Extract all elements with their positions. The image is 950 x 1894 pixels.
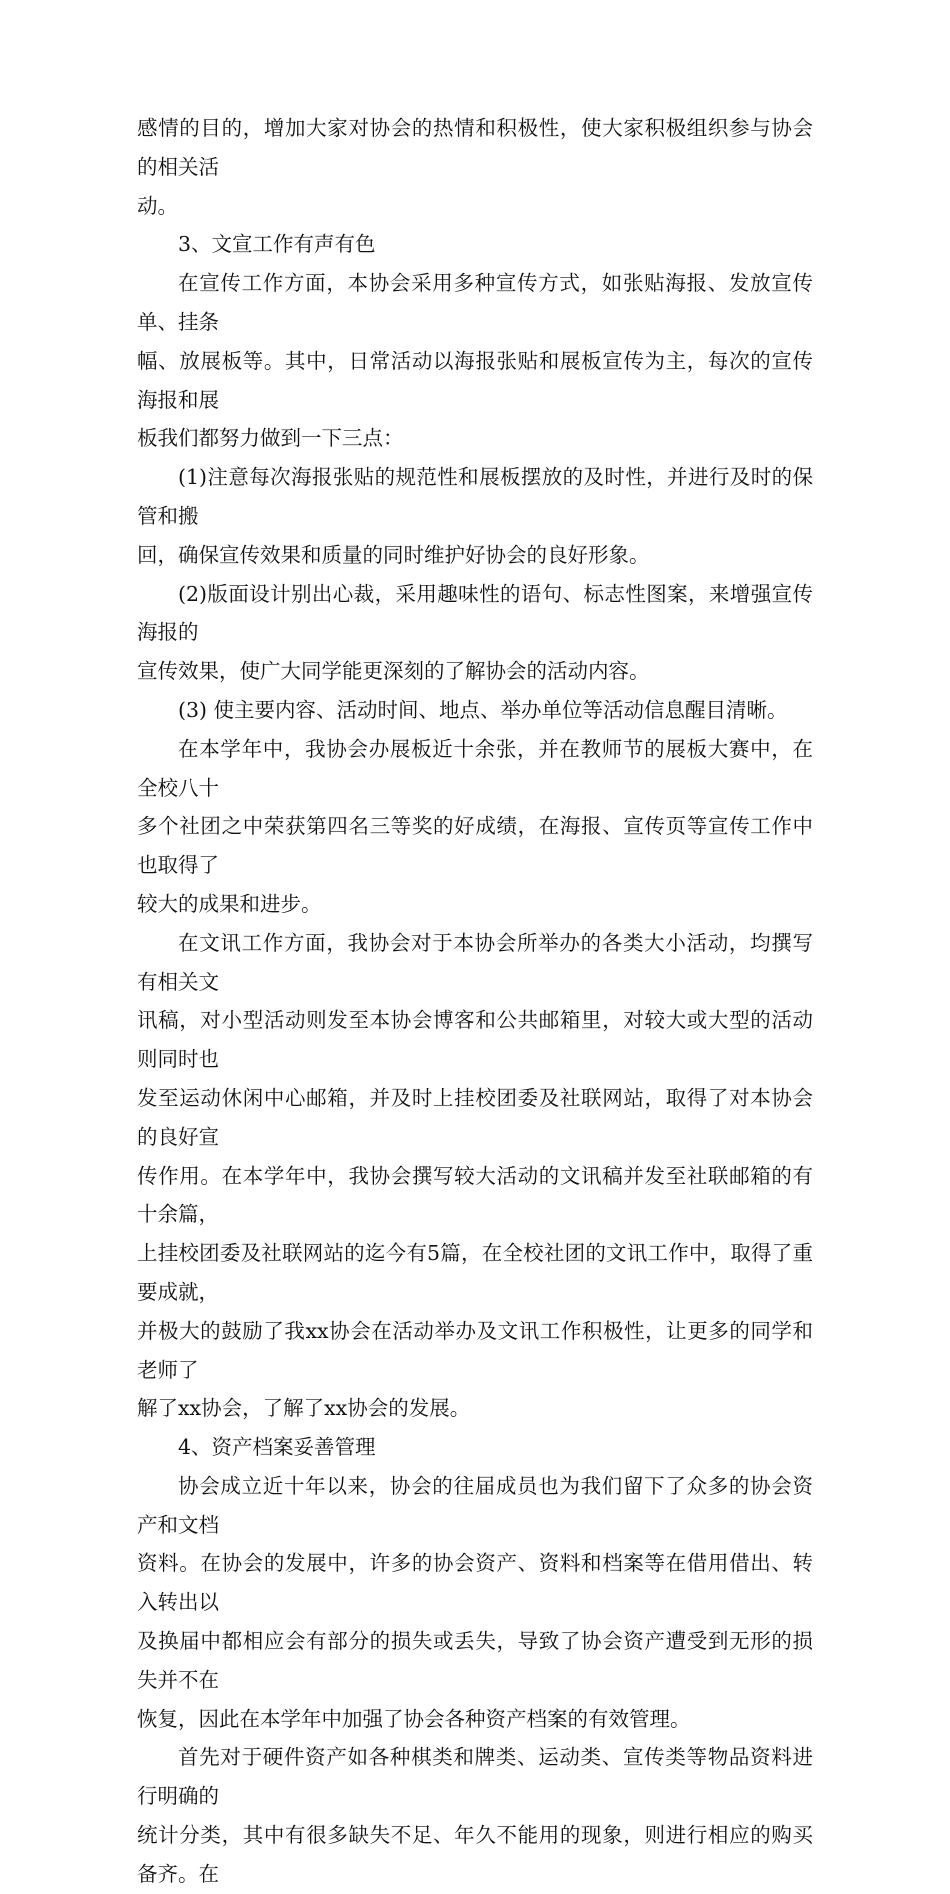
document-page — [137, 109, 813, 1894]
section-heading-assets: 4、资产档案妥善管理 — [178, 1435, 376, 1460]
list-item-1: (1)注意每次海报张贴的规范性和展板摆放的及时性，并进行及时的保管和搬 回，确保宣传效果和质量的同时维护好协会的良好形象。 — [137, 465, 813, 567]
paragraph-news-work: 在文讯工作方面，我协会对于本协会所举办的各类大小活动，均撰写有相关文 讯稿，对小型活动则发至本协会博客和公共邮箱里，对较大或大型的活动则同时也 发至运动休闲中心邮箱，并及时上挂校团委及社联网站，取得了对本协会的良好宣 传作用。在本学年中，我协会撰写较大活动的文讯稿并发至社联邮箱的有十余篇， 上挂校团委及社联网站的迄今有5篇，在全校社团的文讯工作中，取得了重要成就， 并极大的鼓励了我xx协会在活动举办及文讯工作积极性，让更多的同学和老师了 解了xx协会，了解了xx协会的发展。 — [137, 930, 813, 1421]
paragraph-assets-history: 协会成立近十年以来，协会的往届成员也为我们留下了众多的协会资产和文档 资料。在协会的发展中，许多的协会资产、资料和档案等在借用借出、转入转出以 及换届中都相应会有部分的损失或丢失，导致了协会资产遭受到无形的损失并不在 恢复，因此在本学年中加强了协会各种资产档案的有效管理。 — [137, 1473, 813, 1731]
paragraph-hardware-assets: 首先对于硬件资产如各种棋类和牌类、运动类、宣传类等物品资料进行明确的 统计分类，其中有很多缺失不足、年久不能用的现象，则进行相应的购买备齐。在 — [137, 1745, 813, 1886]
list-item-2: (2)版面设计别出心裁，采用趣味性的语句、标志性图案，来增强宣传海报的 宣传效果，使广大同学能更深刻的了解协会的活动内容。 — [137, 581, 813, 684]
paragraph-achievements: 在本学年中，我协会办展板近十余张，并在教师节的展板大赛中，在全校八十 多个社团之中荣获第四名三等奖的好成绩，在海报、宣传页等宣传工作中也取得了 较大的成果和进步。 — [137, 736, 813, 916]
paragraph-continuation: 感情的目的，增加大家对协会的热情和积极性，使大家积极组织参与协会的相关活 动。 — [137, 116, 813, 218]
paragraph-publicity-methods: 在宣传工作方面，本协会采用多种宣传方式，如张贴海报、发放宣传单、挂条 幅、放展板等。其中，日常活动以海报张贴和展板宣传为主，每次的宣传海报和展 板我们都努力做到一下三点： — [137, 271, 813, 451]
list-item-3: (3) 使主要内容、活动时间、地点、举办单位等活动信息醒目清晰。 — [178, 697, 788, 722]
section-heading-publicity: 3、文宣工作有声有色 — [178, 232, 376, 257]
